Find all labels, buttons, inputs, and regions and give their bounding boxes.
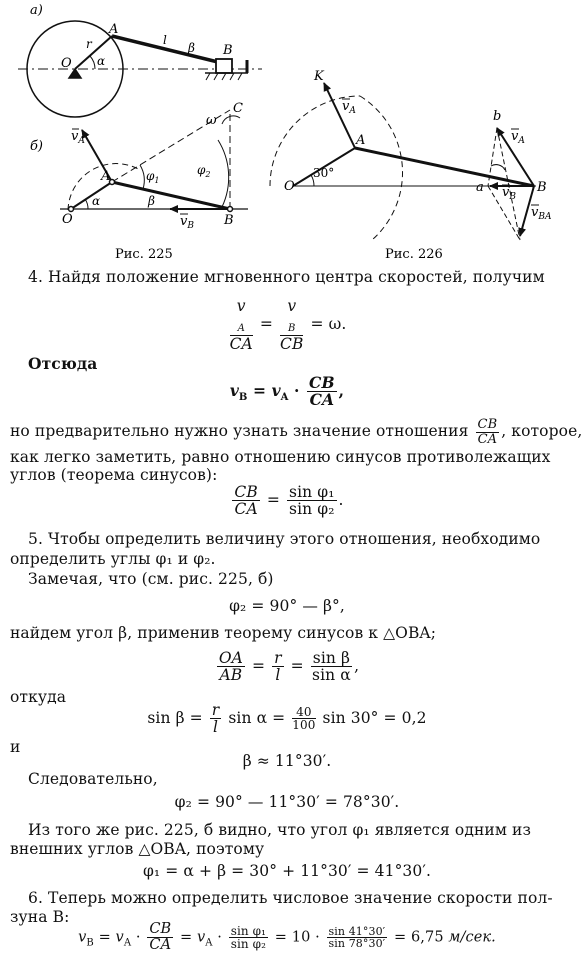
fig225a-alpha: α [97, 54, 106, 68]
para-5b: определить углы φ₁ и φ₂. [10, 550, 216, 568]
fig225b-phi2: $\varphi_2$ [197, 163, 211, 179]
fig225a-r: r [86, 37, 92, 51]
fig226-vA2: $v_A$ [511, 129, 525, 146]
fig226-B: B [537, 180, 547, 195]
eq-8: φ₂ = 90° — 11°30′ = 78°30′. [174, 793, 400, 811]
word-sled: Следовательно, [28, 770, 158, 788]
eq-1: v $_A$ CA = v $_B$ CB = ω. [229, 297, 347, 353]
fig226-caption: Рис. 226 [385, 247, 443, 262]
para-6b: зуна B: [10, 908, 70, 926]
eq-9: φ₁ = α + β = 30° + 11°30′ = 41°30′. [142, 862, 432, 880]
para-4: 4. Найдя положение мгновенного центра скоростей, получим [28, 268, 545, 286]
fig226-K: K [314, 69, 324, 84]
fig226-vA: $v_A$ [342, 99, 356, 116]
fig225b-A: A [101, 169, 111, 184]
fig225b-phi1: $\varphi_1$ [146, 169, 160, 185]
eq-4: φ₂ = 90° — β°, [229, 597, 345, 615]
fig225a-slider [216, 59, 232, 73]
fig225b-B: B [224, 213, 234, 228]
fig226-a: a [476, 180, 484, 195]
eq-2: $v_B = v_A$ · $\frac{CB}{CA}$ , [229, 373, 345, 410]
fig225b-O: O [62, 212, 73, 227]
para-5d: найдем угол β, применив теорему синусов к △OBA; [10, 624, 437, 642]
para-but-2: как легко заметить, равно отношению синусов противолежащих [10, 448, 551, 466]
eq-6: sin β = $\frac{r}{l}$ sin α = $\frac{40}{100}$ sin 30° = 0,2 [147, 701, 427, 737]
para-iz-1: Из того же рис. 225, б видно, что угол φ₁ является одним из [28, 821, 532, 839]
fig225b-label: б) [30, 139, 44, 154]
fig225a-beta: β [188, 41, 195, 55]
eq-5: $\frac{OA}{AB}$ = $\frac{r}{l}$ = $\frac{\text{sin β}}{\text{sin α}}$ , [218, 649, 360, 685]
fig225-caption: Рис. 225 [115, 247, 173, 262]
word-otsyuda: Отсюда [28, 354, 98, 373]
fig226-A: A [356, 133, 366, 148]
fig226-vB: $v_B$ [502, 185, 516, 202]
fig226-b: b [493, 109, 502, 124]
fig225b-C: C [233, 101, 243, 116]
word-otkuda: откуда [10, 688, 67, 706]
fig225a-l: l [163, 33, 167, 47]
para-but-3: углов (теорема синусов): [10, 466, 218, 484]
fig225b-beta: β [148, 194, 155, 208]
fig225a-O: O [61, 56, 72, 71]
eq-7: β ≈ 11°30′. [242, 752, 332, 770]
eq-10: $v_B = v_A$ · $\frac{CB}{CA}$ = $v_A$ · $\frac{\text{sin φ₁}}{\text{sin φ₂}}$ = 10 · $\frac{\sin 41^\circ 30'}{\sin 78^\circ 30'}$ = 6,75 м/сек. [78, 921, 496, 954]
fig225b-omega: ω [206, 113, 217, 128]
eq-3: $\frac{CB}{CA}$ = $\frac{\text{sin φ₁}}{\text{sin φ₂}}$ . [234, 483, 344, 519]
para-5c: Замечая, что (см. рис. 225, б) [28, 570, 274, 588]
word-i: и [10, 738, 21, 756]
fig226-vBA: $v_{BA}$ [531, 205, 552, 222]
fig225b-vB: $v_B$ [180, 214, 194, 231]
fig225b-vA: $v_A$ [71, 129, 85, 146]
fig225a-B: B [223, 43, 233, 58]
fig226-O: O [284, 179, 295, 194]
para-5a: 5. Чтобы определить величину этого отношения, необходимо [28, 530, 541, 548]
fig226-diagram [270, 83, 536, 240]
fig226-angle: 30° [313, 166, 335, 180]
figures-area [0, 0, 574, 270]
para-6a: 6. Теперь можно определить числовое значение скорости пол- [28, 889, 553, 907]
para-iz-2: внешних углов △OBA, поэтому [10, 840, 265, 858]
fig225a-label: а) [30, 3, 43, 18]
fig225a-diagram [18, 21, 262, 117]
fig225b-alpha: α [92, 194, 101, 208]
para-but-1: но предварительно нужно узнать значение отношения $\frac{CB}{CA}$ , которое, [10, 417, 582, 447]
fig225a-A: A [109, 22, 119, 37]
